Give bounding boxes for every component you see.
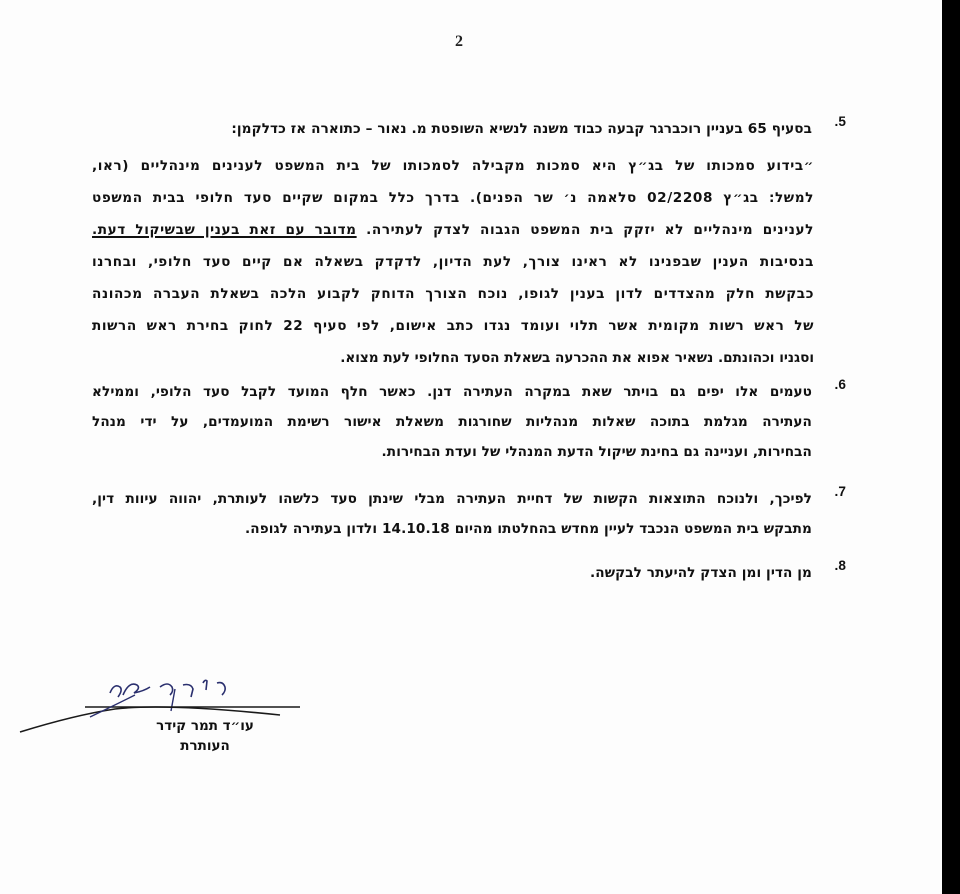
quote-underlined-text: מדובר עם זאת בענין שבשיקול דעת. bbox=[92, 222, 357, 238]
paragraph-6 bbox=[92, 377, 846, 467]
paragraph-line: הבחירות, ועניינה גם בחינת שיקול הדעת המנהלי של ועדת הבחירות. bbox=[381, 444, 812, 460]
paragraph-line: מן הדין ומן הצדק להיעתר לבקשה. bbox=[590, 565, 812, 581]
paragraph-8 bbox=[92, 558, 846, 588]
quote-line: בנסיבות הענין שבפנינו לא ראינו צורך, לעת הדיון, לדקדק בשאלה אם קיים סעד חלופי, ובחרנו bbox=[92, 254, 814, 270]
paragraph-number: 6. bbox=[834, 377, 846, 392]
quote-line: כבקשת חלק מהצדדים לדון בענין לגופו, נוכח הצורך הדוחק לקבוע הלכה בשאלת העברה מכהונה bbox=[92, 286, 814, 302]
signature-block bbox=[15, 665, 315, 765]
quote-text: לענינים מינהליים לא יזקק בית המשפט הגבוה לצדק לעתירה. bbox=[366, 222, 814, 238]
signatory-name: עו״ד תמר קידר bbox=[156, 718, 254, 734]
scan-border bbox=[942, 0, 960, 894]
paragraph-line: טעמים אלו יפים גם בויתר שאת במקרה העתירה דנן. כאשר חלף המועד לקבל סעד הלופי, וממילא bbox=[92, 384, 812, 400]
quote-line: של ראש רשות מקומית אשר תלוי ועומד נגדו כתב אישום, לפי סעיף 22 לחוק בחירת ראש הרשות bbox=[92, 318, 814, 334]
paragraph-line: מתבקש בית המשפט הנכבד לעיין מחדש בהחלטתו מהיום 14.10.18 ולדון בעתירה לגופה. bbox=[245, 521, 812, 537]
quote-line: למשל: בג״ץ 02/2208 סלאמה נ׳ שר הפנים). בדרך כלל במקום שקיים סעד חלופי בבית המשפט bbox=[92, 190, 814, 206]
page-number: 2 bbox=[455, 33, 463, 50]
quote-block bbox=[92, 150, 814, 374]
paragraph-5 bbox=[122, 114, 846, 144]
paragraph-7 bbox=[92, 484, 846, 544]
quote-line bbox=[92, 214, 814, 246]
paragraph-number: 8. bbox=[834, 558, 846, 573]
paragraph-line: העתירה מגלמת בתוכה שאלות מנהליות שחורגות משאלת אישור רשימת המועמדים, על ידי מנהל bbox=[92, 414, 812, 430]
paragraph-number: 5. bbox=[834, 114, 846, 129]
quote-line: וסגניו וכהונתם. נשאיר אפוא את ההכרעה בשאלת הסעד החלופי לעת מצוא. bbox=[340, 350, 814, 366]
quote-line: ״בידוע סמכותו של בג״ץ היא סמכות מקבילה לסמכותו של בית המשפט לענינים מינהליים (ראו, bbox=[92, 158, 814, 174]
paragraph-number: 7. bbox=[834, 484, 846, 499]
paragraph-line: בסעיף 65 בעניין רוכברגר קבעה כבוד משנה לנשיא השופטת מ. נאור – כתוארה אז כדלקמן: bbox=[231, 121, 812, 137]
signatory-role: העותרת bbox=[180, 738, 230, 754]
paragraph-line: לפיכך, ולנוכח התוצאות הקשות של דחיית העתירה מבלי שינתן סעד כלשהו לעותרת, יהווה עיוות דין, bbox=[92, 491, 812, 507]
